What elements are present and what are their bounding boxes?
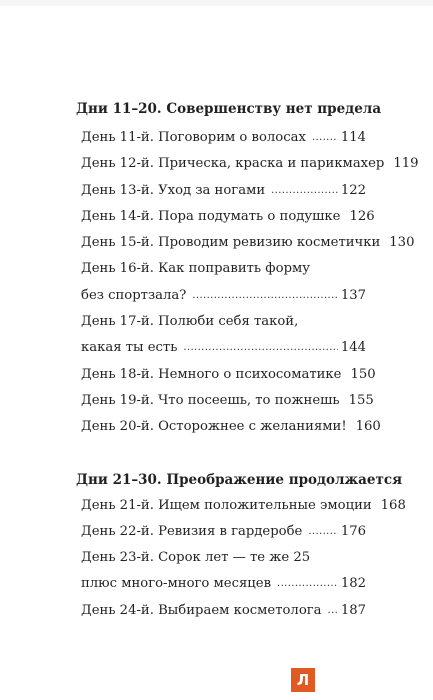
section-title: Дни 11–20. Совершенству нет предела [76,101,382,117]
entry-page-number: 155 [348,392,374,408]
toc-entry [76,388,374,414]
toc-entry [76,545,366,571]
dot-leader [308,519,337,545]
entry-page-number: 150 [350,366,376,382]
toc-entry [76,204,375,230]
dot-leader [271,178,338,204]
toc-entry-continuation [76,335,366,361]
entry-label: День 14-й. Пора подумать о подушке [81,208,341,224]
toc-entry [76,256,366,282]
entry-page-number: 130 [389,235,415,251]
entry-label: без спортзала? [81,287,187,303]
toc-entry-continuation [76,283,366,309]
entry-label: День 11-й. Поговорим о волосах [81,130,306,145]
entry-label: День 20-й. Осторожнее с желаниями! [81,419,347,435]
toc-entry [76,362,376,388]
entry-page-number: 187 [340,602,366,618]
toc-entry [76,230,415,256]
entry-page-number: 176 [340,523,366,539]
entry-page-number: 182 [340,576,366,592]
entry-page-number: 114 [340,130,366,145]
entry-page-number: 119 [393,156,419,172]
entry-label: День 15-й. Проводим ревизию косметички [81,235,381,251]
toc-entry [76,178,366,204]
entry-label: День 12-й. Прическа, краска и парикмахер [81,156,385,172]
table-of-contents [76,96,419,624]
toc-entry [76,598,366,624]
entry-label: День 17-й. Полюби себя такой, [81,314,299,330]
entry-page-number: 160 [355,419,381,435]
entry-label: День 22-й. Ревизия в гардеробе [81,523,303,539]
entry-label: День 21-й. Ищем положительные эмоции [81,497,372,513]
entry-label: какая ты есть [81,340,178,356]
dot-leader [277,571,338,597]
toc-entry-continuation [76,571,366,597]
entry-page-number: 168 [380,497,406,513]
entry-label: День 23-й. Сорок лет — те же 25 [81,550,311,566]
entry-label: День 13-й. Уход за ногами [81,182,266,198]
toc-entry [76,414,381,440]
entry-page-number: 137 [340,287,366,303]
page-top-edge [0,0,433,6]
entry-label: День 18-й. Немного о психосоматике [81,366,342,382]
dot-leader [328,598,338,624]
entry-label: День 16-й. Как поправить форму [81,261,311,277]
dot-leader [183,335,337,361]
toc-entry [76,125,366,151]
entry-label: День 24-й. Выбираем косметолога [81,602,322,618]
entry-label: День 19-й. Что посеешь, то пожнешь [81,392,340,408]
entry-label: плюс много-много месяцев [81,576,272,592]
toc-entry [76,519,366,545]
section-spacer [76,441,366,467]
dot-leader [312,125,338,151]
toc-entry [76,309,366,335]
publisher-logo: Л [291,668,315,692]
entry-page-number: 144 [340,340,366,356]
dot-leader [192,283,337,309]
section-title: Дни 21–30. Преображение продолжается [76,471,403,488]
toc-entry [76,151,419,177]
toc-entry [76,493,406,519]
entry-page-number: 126 [349,208,375,224]
entry-page-number: 122 [340,182,366,198]
